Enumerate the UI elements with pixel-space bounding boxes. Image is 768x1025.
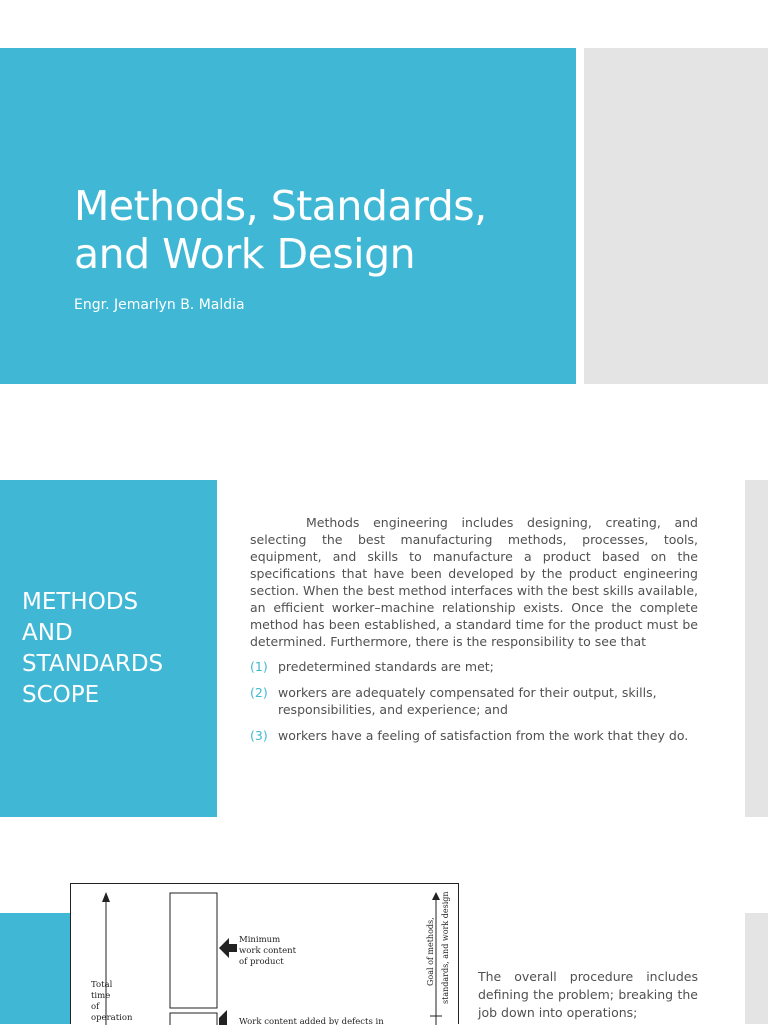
label-defects: Work content added by defects in bbox=[239, 1017, 384, 1025]
scope-slide-body bbox=[250, 514, 698, 753]
list-item-text: workers are adequately compensated for their output, skills, responsibilities, and experience; and bbox=[278, 685, 657, 717]
label-minimum: Minimum bbox=[239, 935, 281, 945]
list-item bbox=[250, 684, 698, 718]
label-minimum: of product bbox=[239, 957, 284, 967]
title-slide-side-panel bbox=[584, 48, 768, 384]
title-line-2: and Work Design bbox=[74, 230, 416, 278]
label-total: Total bbox=[91, 980, 113, 990]
label-goal: Goal of methods, bbox=[426, 917, 435, 986]
procedure-slide-side-panel bbox=[745, 913, 768, 1024]
procedure-paragraph: The overall procedure includes defining the problem; breaking the job down into operations; bbox=[478, 969, 698, 1020]
scope-title-line: AND bbox=[22, 620, 73, 646]
list-item-text: workers have a feeling of satisfaction from the work that they do. bbox=[278, 728, 689, 743]
work-content-diagram bbox=[70, 883, 459, 1024]
pointer-arrow-icon bbox=[219, 1010, 227, 1025]
list-item-number: (2) bbox=[250, 685, 268, 700]
scope-slide-title bbox=[22, 587, 163, 711]
label-total: of bbox=[91, 1002, 100, 1012]
presentation-title bbox=[74, 182, 554, 278]
list-item-number: (1) bbox=[250, 659, 268, 674]
label-total: operation bbox=[91, 1013, 133, 1023]
label-minimum: work content bbox=[239, 946, 296, 956]
work-content-diagram-svg bbox=[71, 884, 460, 1025]
author-name: Engr. Jemarlyn B. Maldia bbox=[74, 297, 245, 313]
scope-title-line: SCOPE bbox=[22, 682, 100, 708]
label-goal: standards, and work design bbox=[441, 891, 450, 1004]
list-item-text: predetermined standards are met; bbox=[278, 659, 494, 674]
arrow-head-icon bbox=[432, 892, 440, 900]
label-total: time bbox=[91, 991, 111, 1001]
list-item-number: (3) bbox=[250, 728, 268, 743]
pointer-arrow-icon bbox=[219, 938, 237, 958]
scope-slide-side-panel bbox=[745, 480, 768, 817]
list-item bbox=[250, 658, 698, 675]
defects-bar bbox=[170, 1013, 217, 1025]
list-item bbox=[250, 727, 698, 744]
work-content-bar bbox=[170, 893, 217, 1008]
scope-title-line: STANDARDS bbox=[22, 651, 164, 677]
title-line-1: Methods, Standards, bbox=[74, 182, 487, 230]
arrow-head-icon bbox=[102, 892, 110, 902]
scope-paragraph: Methods engineering includes designing, creating, and selecting the best manufacturing methods, processes, tools, equipment, and skills to manufacture a product based on the specifications that have been developed by the product engineering section. When the best method interfaces with the best skills available, an efficient worker–machine relationship exists. Once the complete method has been established, a standard time for the product must be determined. Furthermore, there is the responsibility to see that bbox=[250, 515, 698, 649]
responsibility-list bbox=[250, 658, 698, 744]
scope-title-line: METHODS bbox=[22, 589, 139, 615]
